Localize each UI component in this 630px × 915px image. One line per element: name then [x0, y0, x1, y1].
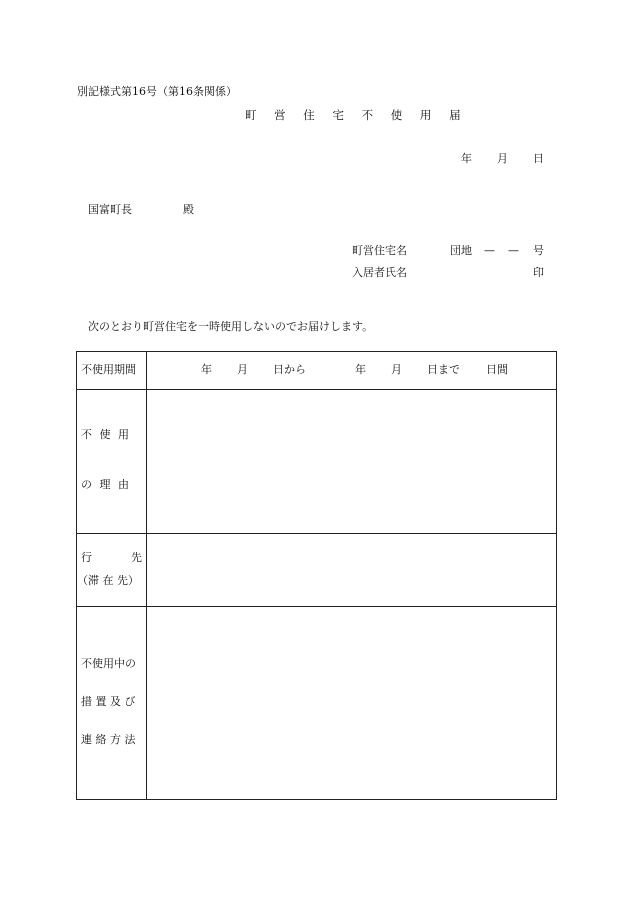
- seal-mark: 印: [533, 266, 544, 279]
- date-month: 月: [497, 152, 508, 165]
- date-year: 年: [461, 152, 472, 165]
- period-year-2: 年: [355, 363, 366, 376]
- destination-field: [147, 534, 556, 606]
- measures-field: [147, 607, 556, 799]
- reason-label-2: の 理 由: [81, 478, 131, 491]
- measures-label-1: 不使用中の: [81, 657, 136, 670]
- housing-name-label: 町営住宅名: [352, 244, 407, 257]
- period-days: 日間: [486, 363, 508, 376]
- addressee-name: 国富町長: [88, 203, 132, 216]
- danchi-label: 団地: [450, 244, 472, 257]
- date-day: 日: [533, 152, 544, 165]
- dash-1: —: [484, 244, 495, 257]
- reason-label-1: 不 使 用: [81, 428, 131, 441]
- period-label: 不使用期間: [81, 363, 136, 376]
- dash-2: —: [508, 244, 519, 257]
- period-from: 日から: [273, 363, 306, 376]
- destination-label-1a: 行: [81, 551, 92, 564]
- form-reference: 別記様式第16号（第16条関係）: [77, 85, 237, 98]
- measures-label-3: 連 絡 方 法: [81, 733, 136, 746]
- reason-field: [147, 390, 556, 533]
- period-until: 日まで: [427, 363, 460, 376]
- period-month-2: 月: [391, 363, 402, 376]
- addressee-honorific: 殿: [183, 203, 194, 216]
- destination-label-1b: 先: [131, 551, 142, 564]
- intro-text: 次のとおり町営住宅を一時使用しないのでお届けします。: [88, 320, 374, 333]
- destination-label-2: （滞 在 先）: [77, 574, 139, 587]
- period-month-1: 月: [237, 363, 248, 376]
- number-label: 号: [533, 244, 544, 257]
- period-year-1: 年: [201, 363, 212, 376]
- resident-name-label: 入居者氏名: [352, 266, 407, 279]
- measures-label-2: 措 置 及 び: [81, 695, 136, 708]
- page-title: 町 営 住 宅 不 使 用 届: [245, 108, 468, 122]
